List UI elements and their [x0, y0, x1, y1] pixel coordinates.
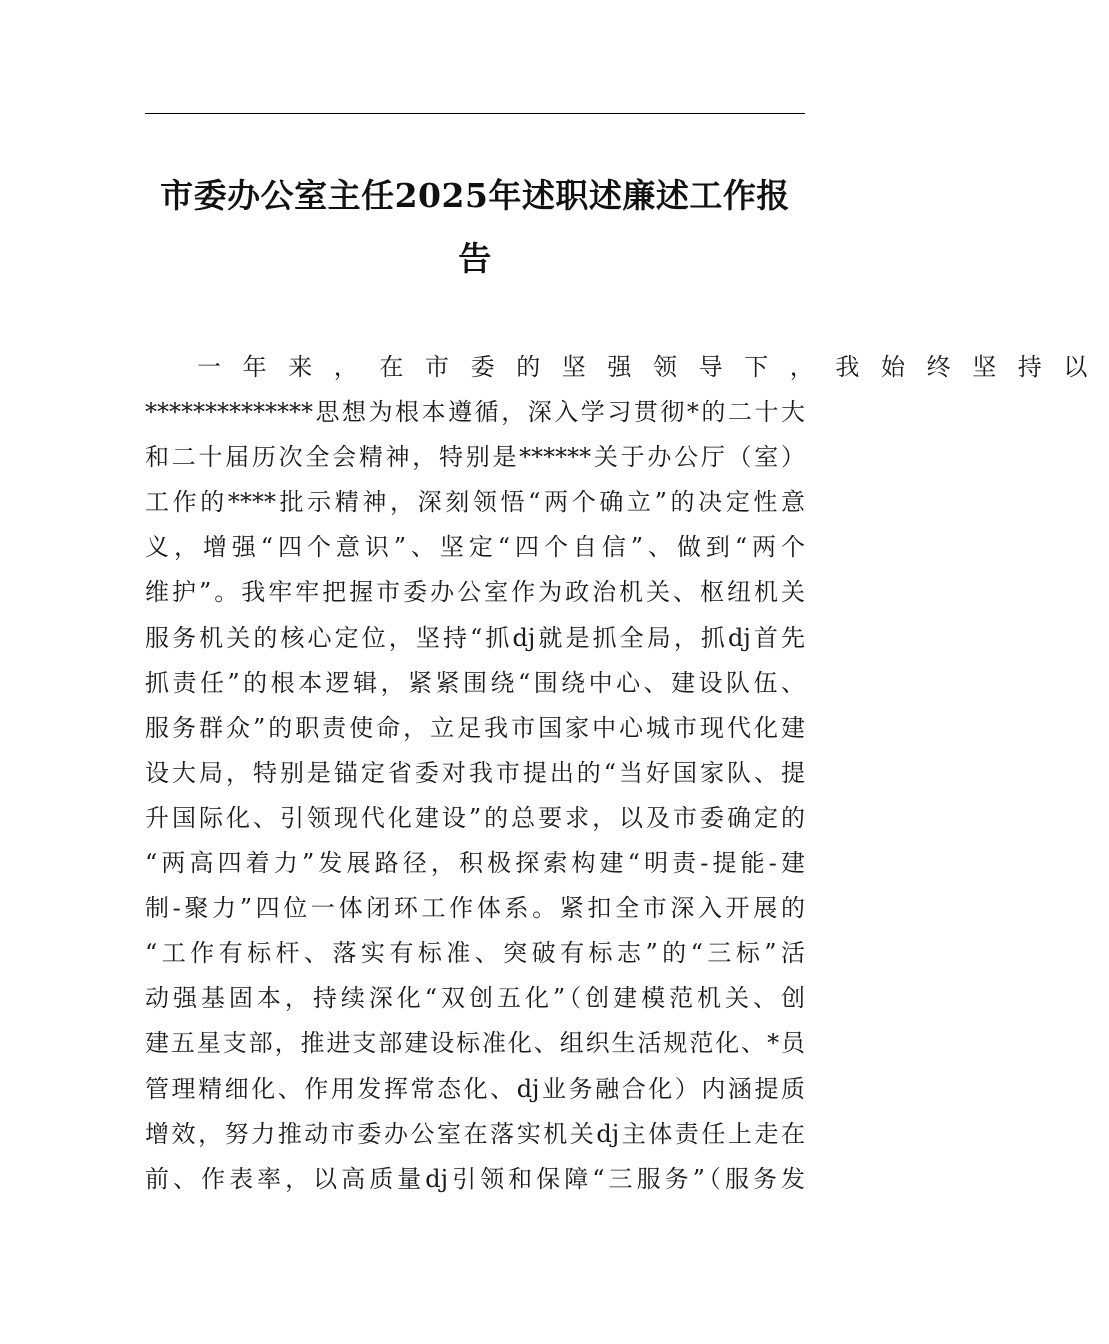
body-line: 增效，努力推动市委办公室在落实机关dj主体责任上走在 [145, 1119, 805, 1148]
body-line: **************思想为根本遵循，深入学习贯彻*的二十大 [145, 398, 805, 427]
document-title [145, 164, 805, 290]
body-line: 升国际化、引领现代化建设”的总要求，以及市委确定的 [145, 803, 805, 832]
body-line: 一年来，在市委的坚强领导下，我始终坚持以 [197, 353, 1109, 381]
body-line: 前、作表率，以高质量dj引领和保障“三服务”（服务发 [145, 1164, 805, 1193]
title-line-1: 市委办公室主任2025年述职述廉述工作报 [160, 176, 790, 215]
body-line: 工作的****批示精神，深刻领悟“两个确立”的决定性意 [145, 488, 805, 517]
body-line: “两高四着力”发展路径，积极探索构建“明责-提能-建 [145, 849, 805, 878]
body-line: 管理精细化、作用发挥常态化、dj业务融合化）内涵提质 [145, 1074, 805, 1103]
body-line: 抓责任”的根本逻辑，紧紧围绕“围绕中心、建设队伍、 [145, 668, 805, 697]
body-line: 服务群众”的职责使命，立足我市国家中心城市现代化建 [145, 713, 805, 742]
body-line: 制-聚力”四位一体闭环工作体系。紧扣全市深入开展的 [145, 894, 805, 923]
body-line: 动强基固本，持续深化“双创五化”（创建模范机关、创 [145, 984, 805, 1013]
body-line: 服务机关的核心定位，坚持“抓dj就是抓全局，抓dj首先 [145, 623, 805, 652]
body-line: 义，增强“四个意识”、坚定“四个自信”、做到“两个 [145, 533, 805, 562]
body-line: 设大局，特别是锚定省委对我市提出的“当好国家队、提 [145, 758, 805, 787]
body-line: 维护”。我牢牢把握市委办公室作为政治机关、枢纽机关 [145, 578, 805, 607]
title-line-2: 告 [458, 239, 492, 278]
body-line: 建五星支部，推进支部建设标准化、组织生活规范化、*员 [145, 1029, 805, 1058]
body-line: 和二十届历次全会精神，特别是******关于办公厅（室） [145, 443, 805, 472]
header-rule [145, 113, 805, 114]
document-body [145, 345, 1109, 1202]
body-line: “工作有标杆、落实有标准、突破有标志”的“三标”活 [145, 939, 805, 968]
